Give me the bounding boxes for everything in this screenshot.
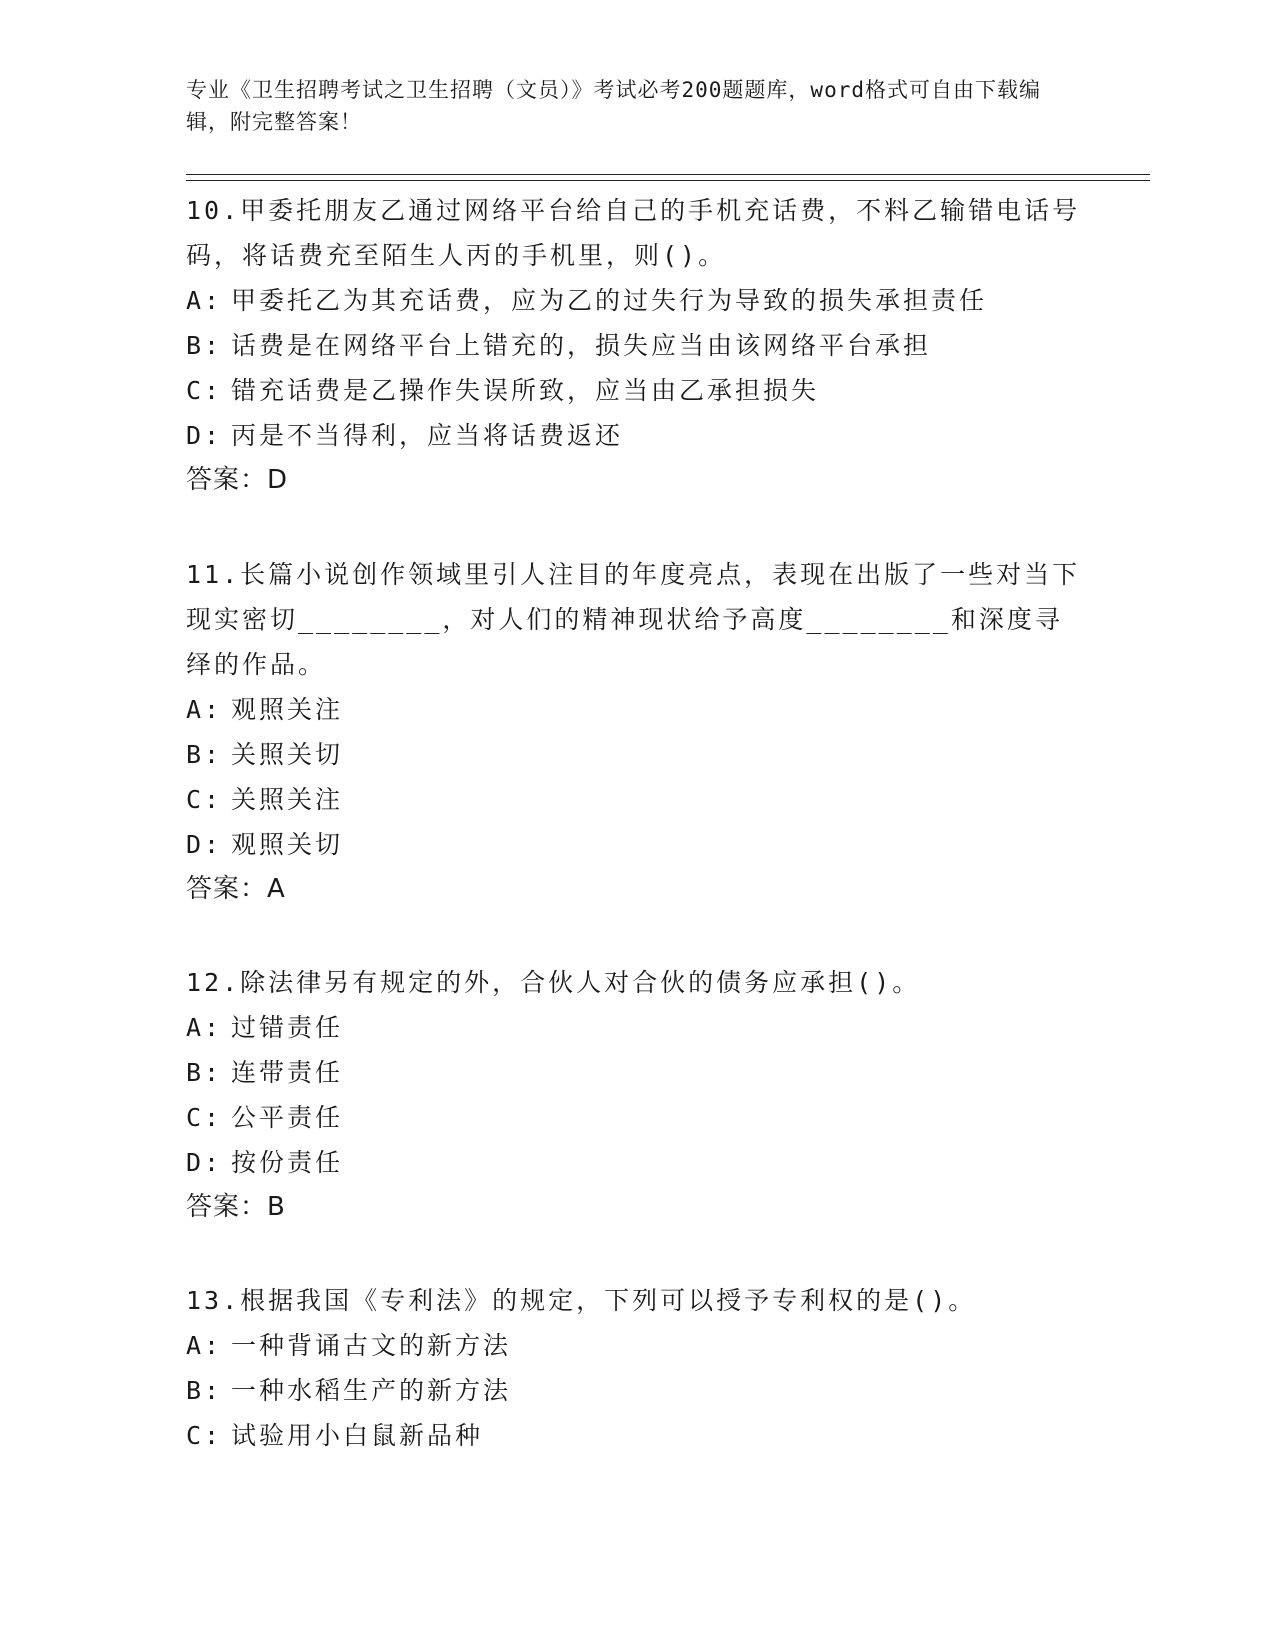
question-stem: 11.长篇小说创作领域里引人注目的年度亮点，表现在出版了一些对当下现实密切________，对人们的精神现状给予高度________和深度寻绎的作品。 bbox=[186, 560, 1081, 679]
option-text: 话费是在网络平台上错充的，损失应当由该网络平台承担 bbox=[231, 331, 932, 360]
option-a bbox=[186, 278, 1086, 323]
option-key: A: bbox=[186, 695, 223, 724]
option-text: 关照关切 bbox=[231, 740, 344, 769]
option-key: B: bbox=[186, 331, 223, 360]
option-a bbox=[186, 1323, 1086, 1368]
option-text: 试验用小白鼠新品种 bbox=[231, 1421, 484, 1450]
option-text: 甲委托乙为其充话费，应为乙的过失行为导致的损失承担责任 bbox=[231, 286, 988, 315]
question-12 bbox=[186, 960, 1086, 1230]
option-key: C: bbox=[186, 1103, 223, 1132]
question-13 bbox=[186, 1278, 1086, 1458]
question-stem: 13.根据我国《专利法》的规定，下列可以授予专利权的是()。 bbox=[186, 1286, 977, 1315]
option-text: 连带责任 bbox=[231, 1058, 344, 1087]
option-key: C: bbox=[186, 785, 223, 814]
option-d bbox=[186, 822, 1086, 867]
option-key: C: bbox=[186, 1421, 223, 1450]
question-stem: 10.甲委托朋友乙通过网络平台给自己的手机充话费，不料乙输错电话号码，将话费充至陌生人丙的手机里，则()。 bbox=[186, 196, 1081, 270]
option-key: D: bbox=[186, 830, 223, 859]
option-key: B: bbox=[186, 1058, 223, 1087]
question-11 bbox=[186, 552, 1086, 912]
option-key: B: bbox=[186, 740, 223, 769]
answer-line: 答案：D bbox=[186, 465, 289, 495]
option-a bbox=[186, 1005, 1086, 1050]
question-stem: 12.除法律另有规定的外，合伙人对合伙的债务应承担()。 bbox=[186, 968, 921, 997]
option-a bbox=[186, 687, 1086, 732]
option-key: D: bbox=[186, 421, 223, 450]
option-b bbox=[186, 1050, 1086, 1095]
option-key: A: bbox=[186, 286, 223, 315]
option-text: 观照关切 bbox=[231, 830, 344, 859]
option-b bbox=[186, 1368, 1086, 1413]
document-header: 专业《卫生招聘考试之卫生招聘（文员）》考试必考200题题库，word格式可自由下载编辑，附完整答案！ bbox=[186, 78, 1041, 134]
option-text: 过错责任 bbox=[231, 1013, 344, 1042]
option-key: D: bbox=[186, 1148, 223, 1177]
option-c bbox=[186, 777, 1086, 822]
option-text: 错充话费是乙操作失误所致，应当由乙承担损失 bbox=[231, 376, 820, 405]
answer-line: 答案：B bbox=[186, 1192, 286, 1222]
option-b bbox=[186, 732, 1086, 777]
option-key: B: bbox=[186, 1376, 223, 1405]
option-key: A: bbox=[186, 1013, 223, 1042]
answer-line: 答案：A bbox=[186, 874, 286, 904]
option-c bbox=[186, 1413, 1086, 1458]
option-key: C: bbox=[186, 376, 223, 405]
option-c bbox=[186, 1095, 1086, 1140]
option-text: 一种水稻生产的新方法 bbox=[231, 1376, 512, 1405]
option-d bbox=[186, 413, 1086, 458]
option-text: 观照关注 bbox=[231, 695, 344, 724]
option-text: 关照关注 bbox=[231, 785, 344, 814]
option-b bbox=[186, 323, 1086, 368]
option-d bbox=[186, 1140, 1086, 1185]
option-c bbox=[186, 368, 1086, 413]
option-key: A: bbox=[186, 1331, 223, 1360]
option-text: 公平责任 bbox=[231, 1103, 344, 1132]
option-text: 丙是不当得利，应当将话费返还 bbox=[231, 421, 624, 450]
question-10 bbox=[186, 188, 1086, 503]
header-divider-top bbox=[186, 174, 1150, 175]
header-divider-bottom bbox=[186, 180, 1150, 181]
option-text: 按份责任 bbox=[231, 1148, 344, 1177]
option-text: 一种背诵古文的新方法 bbox=[231, 1331, 512, 1360]
